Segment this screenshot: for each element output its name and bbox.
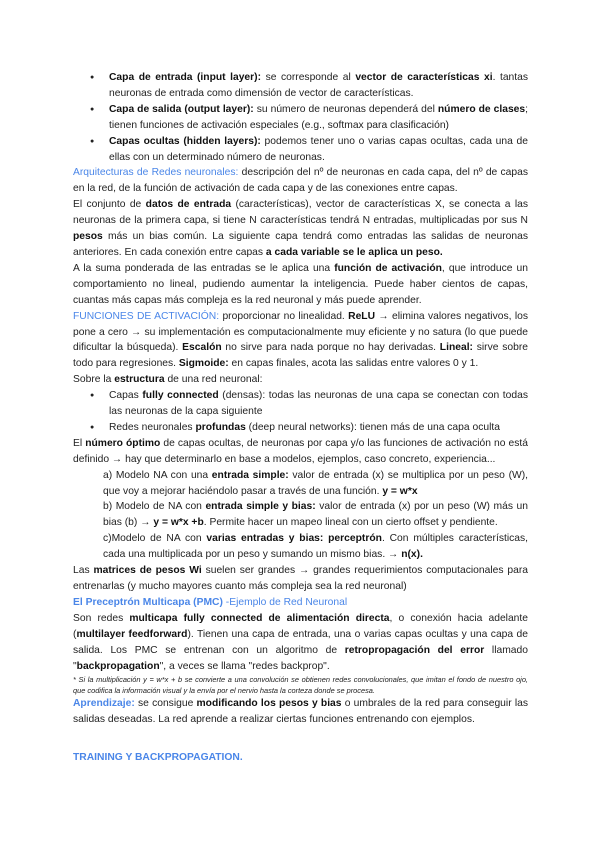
activation-paragraph: A la suma ponderada de las entradas se le aplica una función de activación, que introduce un comportamiento no lineal, pudiendo aumentar la inteligencia. Puede haber cientos de capas, cuantas más capas más compleja es la red neuronal y más puede aprender. bbox=[73, 262, 528, 306]
training-heading: TRAINING Y BACKPROPAGATION. bbox=[73, 752, 243, 764]
document-page bbox=[73, 70, 528, 766]
model-b: b) Modelo de NA con entrada simple y bias: valor de entrada (x) por un peso (W) más un bias (b) → y = w*x +b. Permite hacer un mapeo lineal con un cierto offset y pendiente. bbox=[103, 501, 528, 529]
structure-list bbox=[73, 388, 528, 436]
list-item: ● Capa de salida (output layer): su número de neuronas dependerá del número de clases; tienen funciones de activación especiales (e.g., softmax para clasificación) bbox=[73, 102, 528, 134]
footnote: * Si la multiplicación y = w*x + b se convierte a una convolución se obtienen redes convolucionales, que imitan el fondo de nuestro ojo, que codifica la información visual y la envía por el nervio hasta la corteza donde se procesa. bbox=[73, 675, 528, 696]
list-item: ● Capas ocultas (hidden layers): podemos tener uno o varias capas ocultas, cada una de ellas con un determinado número de neuronas. bbox=[73, 134, 528, 166]
list-item: ● Redes neuronales profundas (deep neural networks): tienen más de una capa oculta bbox=[73, 420, 528, 436]
model-a: a) Modelo NA con una entrada simple: valor de entrada (x) se multiplica por un peso (W), que voy a mejorar haciéndolo pasar a través de una función. y = w*x bbox=[103, 469, 529, 497]
list-item: ● Capas fully connected (densas): todas las neuronas de una capa se conectan con todas las neuronas de la capa siguiente bbox=[73, 388, 528, 420]
list-item: ● Capa de entrada (input layer): se corresponde al vector de características xi. tantas neuronas de entrada como dimensión de vector de características. bbox=[73, 70, 528, 102]
optimo-paragraph: El número óptimo de capas ocultas, de neuronas por capa y/o las funciones de activación no está definido → hay que determinarlo en base a modelos, ejemplos, caso concreto, experiencia... bbox=[73, 437, 529, 465]
aprendizaje-paragraph: Aprendizaje: se consigue modificando los pesos y bias o umbrales de la red para conseguir las salidas deseadas. La red aprende a realizar ciertas funciones entrenando con ejemplos. bbox=[73, 698, 528, 726]
layers-list bbox=[73, 70, 528, 165]
structure-paragraph: Sobre la estructura de una red neuronal: bbox=[73, 374, 263, 386]
model-c: c)Modelo de NA con varias entradas y bias: perceptrón. Con múltiples características, cada una multiplicada por un peso y sumando un mismo bias. → n(x). bbox=[103, 533, 529, 561]
pmc-paragraph: Son redes multicapa fully connected de alimentación directa, o conexión hacia adelante (multilayer feedforward). Tienen una capa de entrada, una o varias capas ocultas y una capa de salida. Los PMC se entrenan con un algoritmo de retropropagación del error llamado "backpropagation", a veces se llama "redes backprop". bbox=[73, 612, 529, 672]
matrices-paragraph: Las matrices de pesos Wi suelen ser grandes → grandes requerimientos computacionales para entrenarlas (y mucho mayores cuanto más compleja sea la red neuronal) bbox=[73, 565, 528, 592]
functions-paragraph: FUNCIONES DE ACTIVACIÓN: proporcionar no linealidad. ReLU → elimina valores negativos, los pone a cero → su implementación es computacionalmente muy eficiente y no satura (lo que puede dificultar la búsqueda). Escalón no sirve para nada porque no hay derivadas. Lineal: sirve sobre todo para regresiones. Sigmoide: en capas finales, acota las salidas entre valores 0 y 1. bbox=[73, 310, 528, 370]
input-paragraph: El conjunto de datos de entrada (características), vector de características X, se conecta a las neuronas de la primera capa, si tiene N características tendrá N entradas, multiplicadas por sus N pesos más un bias común. La siguiente capa tendrá como entradas las salidas de neuronas anteriores. En cada conexión entre capas a cada variable se le aplica un peso. bbox=[73, 199, 528, 258]
pmc-heading: El Preceptrón Multicapa (PMC) -Ejemplo de Red Neuronal bbox=[73, 596, 348, 608]
architecture-paragraph: Arquitecturas de Redes neuronales: descripción del nº de neuronas en cada capa, del nº de capas en la red, de la función de activación de cada capa y de las conexiones entre capas. bbox=[73, 167, 528, 195]
